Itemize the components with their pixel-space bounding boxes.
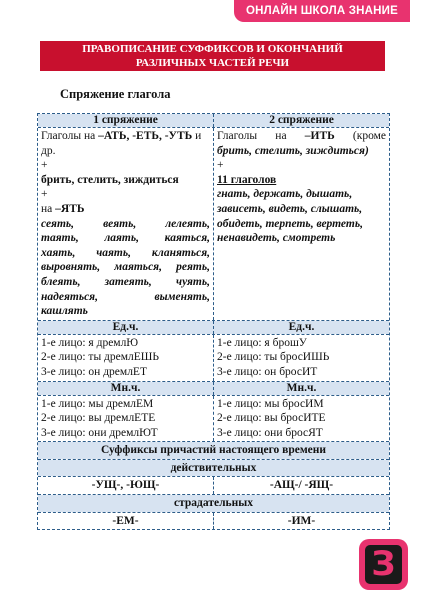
person-form: 3-е лицо: он дремлЕТ — [41, 365, 147, 378]
passive-participles-label: страдательных — [38, 495, 389, 512]
active-participles-label: действительных — [38, 460, 389, 477]
verb-lists-row — [38, 127, 389, 320]
active-label-row — [38, 459, 389, 477]
exception-verb-line: зависеть, видеть, слышать, — [217, 202, 363, 215]
plural-forms-row — [38, 395, 389, 442]
person-form: 3-е лицо: он бросИТ — [217, 365, 318, 378]
exception-verb-line: обидеть, терпеть, вертеть, — [217, 217, 363, 230]
plural-second-forms — [213, 396, 389, 442]
singular-header-row — [38, 320, 389, 334]
logo-letter: З — [371, 544, 396, 584]
first-conjugation-verbs — [38, 128, 213, 320]
person-form: 1-е лицо: я дремлЮ — [41, 336, 139, 349]
second-conjugation-header: 2 спряжение — [213, 114, 389, 127]
yat-verb-line: надеяться, выменять, — [41, 290, 210, 303]
logo-inner — [365, 545, 402, 584]
passive-suffixes-row — [38, 512, 389, 530]
plus-sign: + — [41, 188, 48, 201]
exception-verb-line: ненавидеть, смотреть — [217, 232, 336, 245]
title-line-2: РАЗЛИЧНЫХ ЧАСТЕЙ РЕЧИ — [135, 57, 290, 69]
column-headers — [38, 114, 389, 127]
title-line-1: ПРАВОПИСАНИЕ СУФФИКСОВ И ОКОНЧАНИЙ — [82, 43, 343, 55]
first-intro: Глаголы на –АТЬ, -ЕТЬ, -УТЬ и др. — [41, 130, 202, 157]
plural-header: Мн.ч. — [213, 382, 389, 395]
section-subtitle: Спряжение глагола — [60, 87, 171, 101]
person-form: 2-е лицо: вы бросИТЕ — [217, 412, 326, 425]
person-form: 1-е лицо: мы бросИМ — [217, 397, 324, 410]
school-badge: ОНЛАЙН ШКОЛА ЗНАНИЕ — [234, 0, 410, 22]
plural-header-row — [38, 381, 389, 395]
singular-forms-row — [38, 334, 389, 381]
first-conjugation-header: 1 спряжение — [38, 114, 213, 127]
second-exceptions: брить, стелить, зиждиться) — [217, 144, 369, 157]
yat-verb-line: хаять, чаять, кланяться, — [41, 246, 210, 259]
participle-header-row — [38, 441, 389, 459]
exception-verb-line: гнать, держать, дышать, — [217, 188, 353, 201]
person-form: 2-е лицо: ты дремлЕШЬ — [41, 351, 160, 364]
plural-first-forms — [38, 396, 213, 442]
singular-first-forms — [38, 335, 213, 381]
yat-verb-line: блеять, затеять, чуять, — [41, 275, 210, 288]
person-form: 3-е лицо: они дремлЮТ — [41, 426, 158, 439]
person-form: 1-е лицо: я брошУ — [217, 336, 307, 349]
person-form: 3-е лицо: они бросЯТ — [217, 426, 323, 439]
singular-header: Ед.ч. — [213, 321, 389, 334]
active-suffix-first: -УЩ-, -ЮЩ- — [91, 479, 160, 492]
person-form: 2-е лицо: ты бросИШЬ — [217, 351, 330, 364]
second-intro: Глаголы на –ИТЬ (кроме — [217, 130, 386, 142]
eleven-verbs-label: 11 глаголов — [217, 173, 277, 186]
person-form: 1-е лицо: мы дремлЕМ — [41, 397, 154, 410]
passive-label-row — [38, 494, 389, 512]
singular-second-forms — [213, 335, 389, 381]
participle-suffixes-header: Суффиксы причастий настоящего времени — [38, 442, 389, 459]
plus-sign: + — [217, 159, 224, 172]
person-form: 2-е лицо: вы дремлЕТЕ — [41, 412, 156, 425]
conjugation-table — [37, 113, 390, 530]
active-suffixes-row — [38, 476, 389, 494]
first-exceptions: брить, стелить, зиждиться — [41, 173, 179, 186]
yat-intro: на –ЯТЬ — [41, 202, 85, 215]
yat-verb-line: выровнять, маяться, реять, — [41, 261, 210, 274]
singular-header: Ед.ч. — [38, 321, 213, 334]
second-conjugation-verbs — [213, 128, 389, 320]
yat-verb-line: кашлять — [41, 305, 88, 318]
plural-header: Мн.ч. — [38, 382, 213, 395]
passive-suffix-first: -ЕМ- — [112, 514, 139, 527]
yat-verb-line: таять, лаять, каяться, — [41, 232, 210, 245]
yat-verb-line: сеять, веять, лелеять, — [41, 217, 210, 230]
active-suffix-second: -АЩ-/ -ЯЩ- — [213, 477, 389, 494]
school-logo — [359, 539, 408, 590]
plus-sign: + — [41, 159, 48, 172]
passive-suffix-second: -ИМ- — [213, 513, 389, 530]
title-banner — [40, 41, 385, 71]
